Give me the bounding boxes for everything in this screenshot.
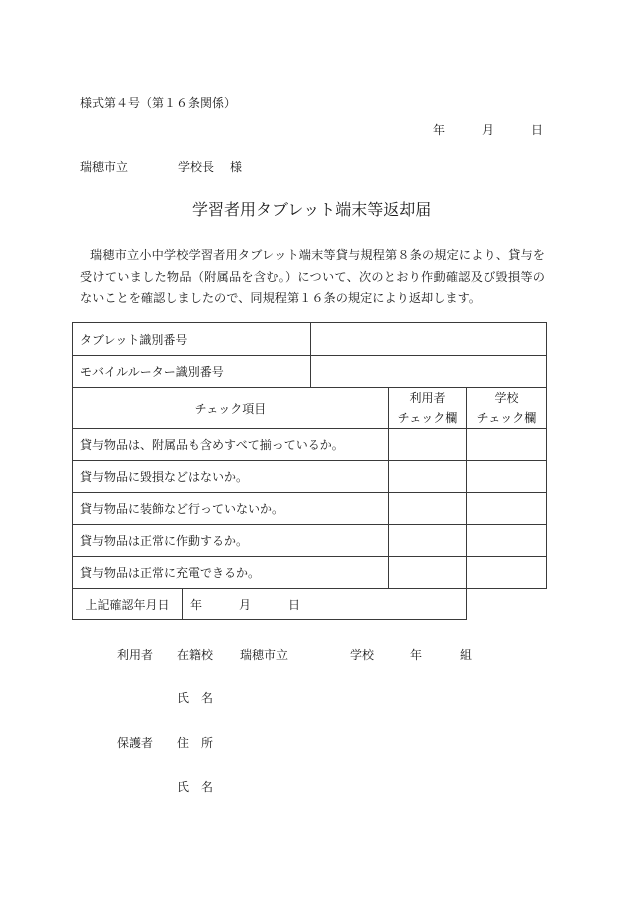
check-item-label: 貸与物品に毀損などはないか。 — [73, 461, 389, 493]
user-check-cell — [389, 525, 467, 557]
school-check-cell — [467, 429, 547, 461]
user-class-label: 組 — [460, 648, 473, 662]
user-name-label: 氏 名 — [177, 691, 214, 705]
empty-cell — [467, 589, 547, 620]
body-line: 瑞穂市立小中学校学習者用タブレット端末等貸与規程第８条の規定により、貸与を — [90, 248, 545, 262]
confirm-day-label: 日 — [288, 597, 301, 612]
school-check-cell — [467, 525, 547, 557]
body-line: 受けていました物品（附属品を含む。）について、次のとおり作動確認及び毀損等の — [80, 269, 545, 284]
confirm-date-row — [73, 589, 547, 620]
check-row — [73, 493, 547, 525]
check-row — [73, 557, 547, 589]
school-check-header-line2: チェック欄 — [476, 411, 537, 425]
user-school-label: 学校 — [350, 648, 375, 662]
check-item-label: 貸与物品は正常に充電できるか。 — [73, 557, 389, 589]
school-check-header-line1: 学校 — [494, 391, 519, 405]
check-item-header: チェック項目 — [73, 388, 389, 429]
router-id-label: モバイルルーター識別番号 — [73, 356, 311, 388]
user-check-cell — [389, 493, 467, 525]
check-item-label: 貸与物品は正常に作動するか。 — [73, 525, 389, 557]
user-check-header-line1: 利用者 — [409, 391, 446, 405]
body-line: ないことを確認しましたので、同規程第１６条の規定により返却します。 — [80, 291, 481, 305]
confirm-month-label: 月 — [239, 597, 252, 612]
return-check-table — [72, 322, 547, 620]
date-day-label: 日 — [531, 123, 544, 137]
submission-date — [433, 122, 543, 138]
document-title: 学習者用タブレット端末等返却届 — [192, 200, 432, 219]
confirm-date-label: 上記確認年月日 — [73, 589, 183, 620]
user-check-cell — [389, 429, 467, 461]
user-check-header-line2: チェック欄 — [397, 411, 458, 425]
tablet-id-value — [311, 323, 547, 356]
check-item-label: 貸与物品に装飾など行っていないか。 — [73, 493, 389, 525]
addressee-principal: 学校長 — [178, 160, 215, 174]
check-row — [73, 525, 547, 557]
check-row — [73, 429, 547, 461]
guardian-address-label: 住 所 — [177, 736, 214, 750]
school-check-header — [467, 388, 547, 429]
check-row — [73, 461, 547, 493]
tablet-id-row — [73, 323, 547, 356]
school-check-cell — [467, 493, 547, 525]
user-role-label: 利用者 — [117, 648, 154, 662]
enrolled-school-label: 在籍校 — [177, 648, 214, 662]
date-year-label: 年 — [433, 123, 446, 137]
check-item-label: 貸与物品は、附属品も含めすべて揃っているか。 — [73, 429, 389, 461]
body-paragraph — [80, 245, 545, 310]
addressee-city: 瑞穂市立 — [80, 160, 129, 174]
user-check-header — [389, 388, 467, 429]
user-grade-label: 年 — [410, 648, 423, 662]
tablet-id-label: タブレット識別番号 — [73, 323, 311, 356]
router-id-value — [311, 356, 547, 388]
school-check-cell — [467, 461, 547, 493]
confirm-date-value — [183, 589, 467, 620]
addressee-honorific: 様 — [230, 160, 243, 174]
form-number: 様式第４号（第１６条関係） — [80, 96, 237, 110]
user-city-label: 瑞穂市立 — [240, 648, 289, 662]
confirm-year-label: 年 — [190, 597, 203, 612]
guardian-role-label: 保護者 — [117, 736, 154, 750]
guardian-name-label: 氏 名 — [177, 780, 214, 794]
date-month-label: 月 — [482, 123, 495, 137]
school-check-cell — [467, 557, 547, 589]
router-id-row — [73, 356, 547, 388]
user-check-cell — [389, 557, 467, 589]
user-check-cell — [389, 461, 467, 493]
check-header-row — [73, 388, 547, 429]
